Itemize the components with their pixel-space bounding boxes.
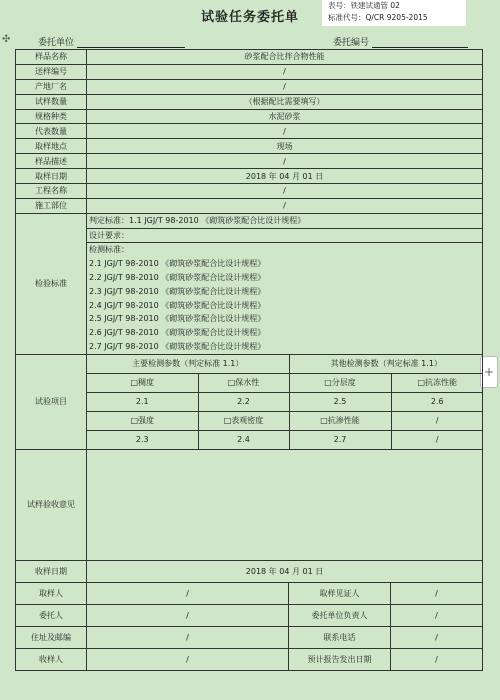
row-value[interactable]: /	[87, 64, 483, 79]
test-items-grid	[87, 355, 483, 449]
table-row	[16, 50, 483, 65]
row-label: 工程名称	[16, 184, 87, 199]
phone-value[interactable]: /	[391, 626, 483, 648]
param-code: 2.2	[198, 392, 289, 411]
witness-value[interactable]: /	[391, 582, 483, 604]
table-row	[16, 626, 483, 648]
param-code: 2.6	[391, 392, 482, 411]
client-no-line	[333, 35, 468, 48]
client-label: 委托人	[16, 604, 87, 626]
table-move-handle-icon[interactable]: ✣	[2, 34, 11, 45]
client-unit-blank[interactable]	[77, 37, 185, 48]
standard-code: 标准代号：Q/CR 9205-2015	[328, 13, 428, 22]
table-row	[16, 604, 483, 626]
row-label: 样品名称	[16, 50, 87, 65]
receiver-label: 收样人	[16, 648, 87, 670]
row-value[interactable]: /	[87, 184, 483, 199]
client-head-value[interactable]: /	[391, 604, 483, 626]
table-row	[16, 184, 483, 199]
param-checkbox[interactable]: □抗渗性能	[289, 411, 391, 430]
table-row	[16, 94, 483, 109]
witness-label: 取样见证人	[289, 582, 391, 604]
test-items-row	[16, 354, 483, 449]
design-requirement: 设计要求：	[87, 229, 482, 244]
row-label: 规格种类	[16, 109, 87, 124]
param-code: 2.1	[87, 392, 198, 411]
param-checkbox[interactable]: □抗冻性能	[391, 373, 482, 392]
detection-standard-item: 2.6 JGJ/T 98-2010 《砌筑砂浆配合比设计规程》	[89, 328, 266, 338]
param-code: 2.4	[198, 430, 289, 449]
receiver-value[interactable]: /	[87, 648, 289, 670]
report-date-value[interactable]: /	[391, 648, 483, 670]
table-row	[16, 64, 483, 79]
detection-standard-item: 2.5 JGJ/T 98-2010 《砌筑砂浆配合比设计规程》	[89, 314, 266, 324]
test-items-label: 试验项目	[16, 354, 87, 449]
test-standard-row	[16, 213, 483, 354]
table-row	[16, 648, 483, 670]
client-value[interactable]: /	[87, 604, 289, 626]
receipt-date-label: 收样日期	[16, 560, 87, 582]
detection-standard-title: 检测标准：	[89, 245, 129, 255]
param-code: 2.5	[289, 392, 391, 411]
sampler-value[interactable]: /	[87, 582, 289, 604]
param-checkbox[interactable]: □保水性	[198, 373, 289, 392]
add-column-icon[interactable]: +	[480, 356, 498, 388]
address-value[interactable]: /	[87, 626, 289, 648]
table-row	[16, 198, 483, 213]
client-unit-label: 委托单位	[38, 38, 75, 48]
row-value[interactable]: 现场	[87, 139, 483, 154]
other-params-header: 其他检测参数（判定标准 1.1）	[289, 355, 482, 374]
main-params-header: 主要检测参数（判定标准 1.1）	[87, 355, 289, 374]
test-items-cell	[87, 354, 483, 449]
client-no-blank[interactable]	[372, 37, 468, 48]
receipt-date-value[interactable]: 2018 年 04 月 01 日	[87, 560, 483, 582]
row-label: 产地厂名	[16, 79, 87, 94]
client-no-label: 委托编号	[333, 38, 370, 48]
acceptance-label: 试样验收意见	[16, 449, 87, 560]
detection-standard-item: 2.2 JGJ/T 98-2010 《砌筑砂浆配合比设计规程》	[89, 272, 266, 282]
param-code: 2.7	[289, 430, 391, 449]
row-label: 试样数量	[16, 94, 87, 109]
table-row	[16, 79, 483, 94]
receipt-row	[16, 560, 483, 582]
detection-standard-item: 2.4 JGJ/T 98-2010 《砌筑砂浆配合比设计规程》	[89, 300, 266, 310]
judgment-standard: 判定标准：1.1 JGJ/T 98-2010 《砌筑砂浆配合比设计规程》	[87, 214, 482, 229]
row-label: 代表数量	[16, 124, 87, 139]
acceptance-row	[16, 449, 483, 560]
table-row	[16, 154, 483, 169]
acceptance-opinion-field[interactable]	[87, 449, 483, 560]
table-row	[16, 169, 483, 184]
row-value[interactable]: /	[87, 198, 483, 213]
param-checkbox: /	[391, 411, 482, 430]
client-unit-line	[38, 35, 185, 48]
table-row	[16, 139, 483, 154]
table-row	[16, 109, 483, 124]
param-checkbox[interactable]: □稠度	[87, 373, 198, 392]
row-label: 取样日期	[16, 169, 87, 184]
param-checkbox[interactable]: □强度	[87, 411, 198, 430]
row-label: 样品描述	[16, 154, 87, 169]
param-code: /	[391, 430, 482, 449]
row-value[interactable]: （根据配比需要填写）	[87, 94, 483, 109]
param-checkbox[interactable]: □分层度	[289, 373, 391, 392]
row-value[interactable]: 水泥砂浆	[87, 109, 483, 124]
row-value[interactable]: /	[87, 124, 483, 139]
row-value[interactable]: /	[87, 79, 483, 94]
row-value[interactable]: 砂浆配合比拌合物性能	[87, 50, 483, 65]
sampler-label: 取样人	[16, 582, 87, 604]
row-value[interactable]: 2018 年 04 月 01 日	[87, 169, 483, 184]
detection-standard-item: 2.1 JGJ/T 98-2010 《砌筑砂浆配合比设计规程》	[89, 259, 266, 269]
row-label: 施工部位	[16, 198, 87, 213]
detection-standard-item: 2.3 JGJ/T 98-2010 《砌筑砂浆配合比设计规程》	[89, 286, 266, 296]
report-date-label: 预计报告发出日期	[289, 648, 391, 670]
table-row	[16, 582, 483, 604]
param-checkbox[interactable]: □表观密度	[198, 411, 289, 430]
table-row	[16, 124, 483, 139]
row-value[interactable]: /	[87, 154, 483, 169]
row-label: 送样编号	[16, 64, 87, 79]
address-label: 住址及邮编	[16, 626, 87, 648]
test-standard-label: 检验标准	[16, 213, 87, 354]
phone-label: 联系电话	[289, 626, 391, 648]
page-title: 试验任务委托单	[200, 10, 299, 25]
detection-standard-item: 2.7 JGJ/T 98-2010 《砌筑砂浆配合比设计规程》	[89, 341, 266, 351]
commission-table	[15, 49, 483, 671]
test-standard-cell[interactable]	[87, 213, 483, 354]
param-code: 2.3	[87, 430, 198, 449]
client-head-label: 委托单位负责人	[289, 604, 391, 626]
form-number: 表号：铁建试通管 02	[328, 1, 400, 10]
row-label: 取样地点	[16, 139, 87, 154]
